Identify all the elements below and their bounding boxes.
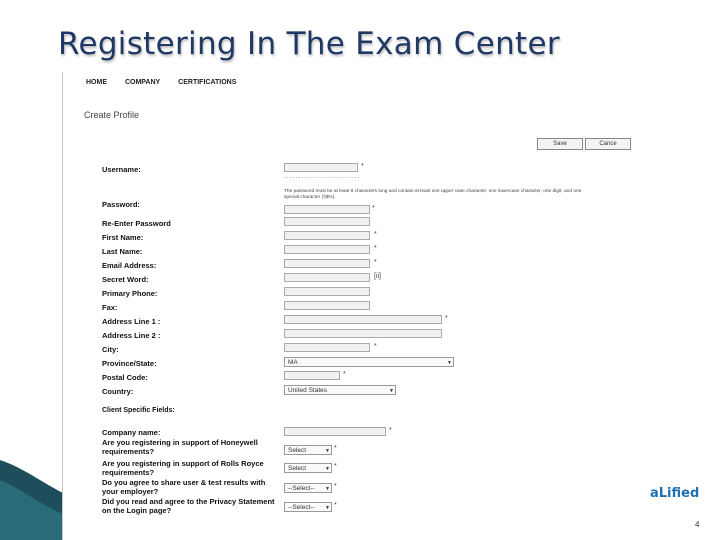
- email-input[interactable]: [284, 259, 370, 268]
- reenter-password-label: Re-Enter Password: [102, 219, 171, 228]
- password-input[interactable]: [284, 205, 370, 214]
- rolls-royce-select-value: Select: [288, 465, 307, 472]
- chevron-down-icon: ▼: [325, 486, 330, 492]
- honeywell-select[interactable]: [284, 445, 332, 455]
- chevron-down-icon: ▼: [447, 360, 452, 366]
- cancel-button[interactable]: Cance: [585, 138, 631, 150]
- first-name-input[interactable]: [284, 231, 370, 240]
- required-marker: *: [374, 259, 377, 266]
- share-results-select-value: --Select--: [288, 485, 315, 492]
- fax-label: Fax:: [102, 303, 118, 312]
- share-results-select[interactable]: [284, 483, 332, 493]
- chevron-down-icon: ▼: [389, 388, 394, 394]
- username-label: Username:: [102, 165, 141, 174]
- required-marker: *: [374, 245, 377, 252]
- top-nav: [86, 79, 252, 86]
- logo-text: aLified: [650, 486, 700, 501]
- username-input[interactable]: [284, 163, 358, 172]
- page-heading: Create Profile: [84, 110, 140, 120]
- page-number: 4: [695, 520, 700, 529]
- primary-phone-label: Primary Phone:: [102, 289, 158, 298]
- question-privacy-label: Did you read and agree to the Privacy Statement on the Login page?: [102, 497, 275, 515]
- username-hint: - - - - - - - - - - - - - - - - - - - - - - - - - -: [284, 176, 359, 181]
- nav-company[interactable]: COMPANY: [124, 79, 161, 86]
- required-marker: *: [374, 343, 377, 350]
- required-marker: *: [334, 502, 337, 509]
- postal-code-input[interactable]: [284, 371, 340, 380]
- client-specific-heading: Client Specific Fields:: [102, 407, 175, 414]
- city-label: City:: [102, 345, 119, 354]
- chevron-down-icon: ▼: [325, 466, 330, 472]
- password-note: The password must be at least 8 characters long and contain at least one upper case character, one lowercase character, one digit, and one special character (§$%).: [284, 189, 582, 200]
- privacy-select[interactable]: [284, 502, 332, 512]
- required-marker: *: [334, 483, 337, 490]
- secret-word-input[interactable]: [284, 273, 370, 282]
- question-share-results-label: Do you agree to share user & test results with your employer?: [102, 478, 266, 496]
- required-marker: *: [361, 163, 364, 170]
- secret-word-hint: [ii]: [374, 273, 381, 280]
- privacy-select-value: --Select--: [288, 504, 315, 511]
- reenter-password-input[interactable]: [284, 217, 370, 226]
- postal-code-label: Postal Code:: [102, 373, 148, 382]
- question-honeywell-label: Are you registering in support of Honeywell requirements?: [102, 438, 258, 456]
- password-label: Password:: [102, 200, 140, 209]
- slide-title: Registering In The Exam Center: [58, 26, 560, 62]
- last-name-input[interactable]: [284, 245, 370, 254]
- address-line1-label: Address Line 1 :: [102, 317, 161, 326]
- required-marker: *: [334, 445, 337, 452]
- address-line2-input[interactable]: [284, 329, 442, 338]
- city-input[interactable]: [284, 343, 370, 352]
- province-state-value: MA: [288, 359, 298, 366]
- nav-home[interactable]: HOME: [86, 79, 107, 86]
- province-state-label: Province/State:: [102, 359, 157, 368]
- required-marker: *: [343, 371, 346, 378]
- fax-input[interactable]: [284, 301, 370, 310]
- province-state-select[interactable]: [284, 357, 454, 367]
- company-name-label: Company name:: [102, 428, 161, 437]
- secret-word-label: Secret Word:: [102, 275, 149, 284]
- address-line1-input[interactable]: [284, 315, 442, 324]
- company-name-input[interactable]: [284, 427, 386, 436]
- country-select[interactable]: [284, 385, 396, 395]
- required-marker: *: [374, 231, 377, 238]
- rolls-royce-select[interactable]: [284, 463, 332, 473]
- save-button[interactable]: Save: [537, 138, 583, 150]
- email-label: Email Address:: [102, 261, 157, 270]
- country-value: United States: [288, 387, 328, 394]
- primary-phone-input[interactable]: [284, 287, 370, 296]
- required-marker: *: [389, 427, 392, 434]
- last-name-label: Last Name:: [102, 247, 143, 256]
- required-marker: *: [334, 463, 337, 470]
- chevron-down-icon: ▼: [325, 505, 330, 511]
- honeywell-select-value: Select: [288, 447, 307, 454]
- required-marker: *: [445, 315, 448, 322]
- first-name-label: First Name:: [102, 233, 144, 242]
- country-label: Country:: [102, 387, 134, 396]
- address-line2-label: Address Line 2 :: [102, 331, 161, 340]
- chevron-down-icon: ▼: [325, 448, 330, 454]
- screenshot-panel: [62, 72, 659, 540]
- required-marker: *: [372, 205, 375, 212]
- nav-certifications[interactable]: CERTIFICATIONS: [178, 79, 237, 86]
- question-rolls-royce-label: Are you registering in support of Rolls Royce requirements?: [102, 459, 264, 477]
- company-logo: [650, 486, 699, 501]
